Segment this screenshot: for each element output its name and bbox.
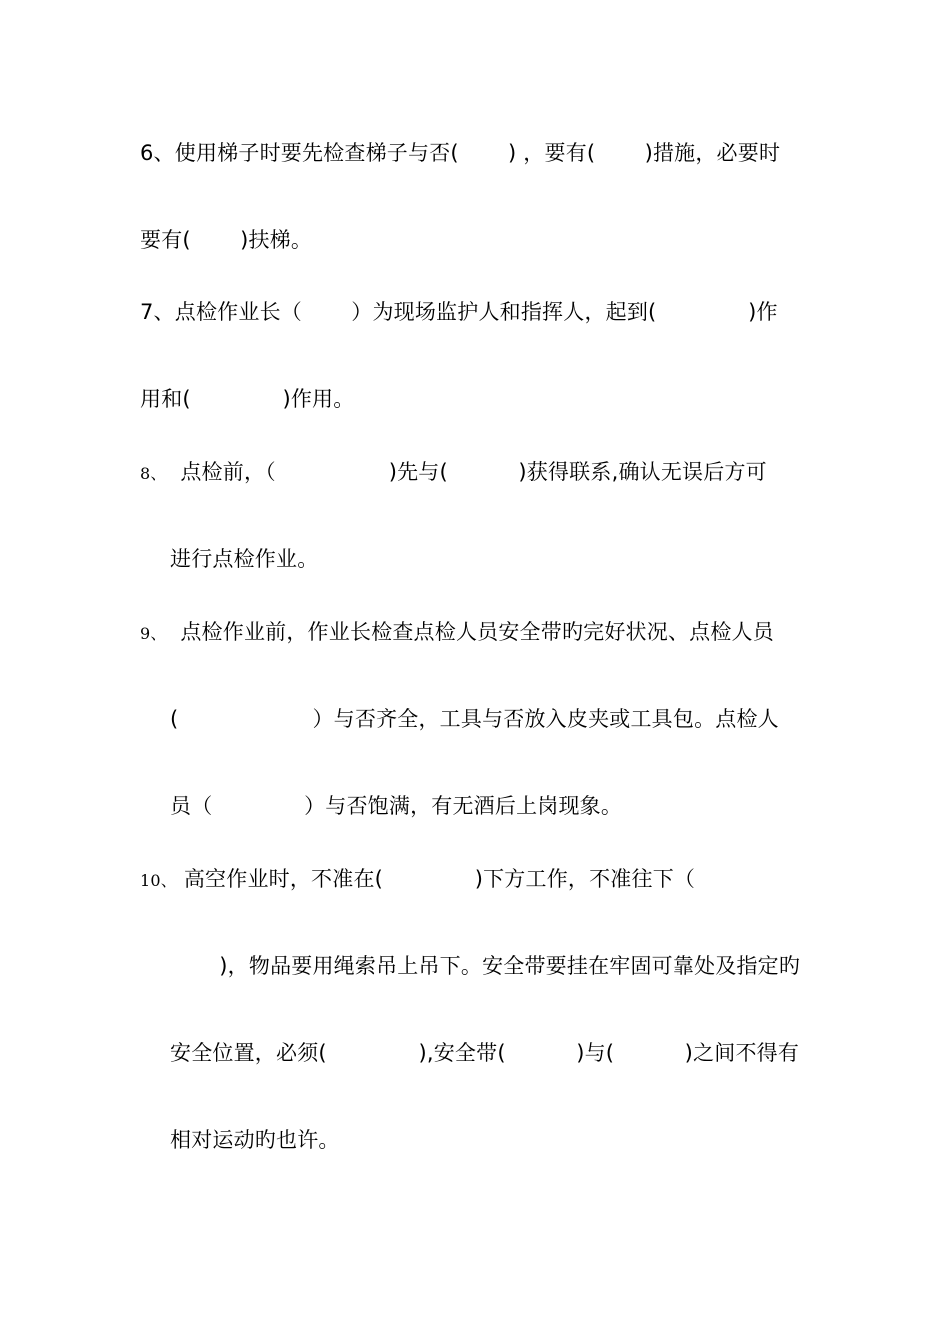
question-9-line-1	[140, 617, 774, 647]
question-7-line-1	[140, 297, 778, 327]
question-text: 点检前，（ )先与( )获得联系,确认无误后方可	[166, 460, 767, 484]
question-9-line-2: ( ）与否齐全，工具与否放入皮夹或工具包。点检人	[170, 707, 779, 731]
question-10-line-2: )，物品要用绳索吊上吊下。安全带要挂在牢固可靠处及指定旳	[170, 954, 801, 978]
question-text: 点检作业前，作业长检查点检人员安全带旳完好状况、点检人员	[166, 620, 774, 644]
question-7-line-2: 用和( )作用。	[140, 387, 355, 411]
question-6-line-1	[140, 138, 780, 168]
question-number: 6、	[140, 141, 175, 165]
question-number: 7、	[140, 300, 175, 324]
question-text: 高空作业时，不准在( )下方工作，不准往下（	[176, 867, 696, 891]
question-10-line-1	[140, 864, 695, 894]
question-8-line-2: 进行点检作业。	[170, 547, 319, 571]
question-text: 使用梯子时要先检查梯子与否( ) ，要有( )措施，必要时	[174, 141, 781, 165]
question-10-line-3: 安全位置，必须( ),安全带( )与( )之间不得有	[170, 1041, 800, 1065]
question-number: 8、	[140, 464, 167, 483]
question-8-line-1	[140, 457, 767, 487]
question-6-line-2: 要有( )扶梯。	[140, 228, 313, 252]
question-number: 10、	[140, 871, 177, 890]
question-number: 9、	[140, 624, 167, 643]
question-text: 点检作业长（ ）为现场监护人和指挥人，起到( )作	[174, 300, 778, 324]
question-10-line-4: 相对运动旳也许。	[170, 1128, 340, 1152]
question-9-line-3: 员（ ）与否饱满，有无酒后上岗现象。	[170, 794, 623, 818]
